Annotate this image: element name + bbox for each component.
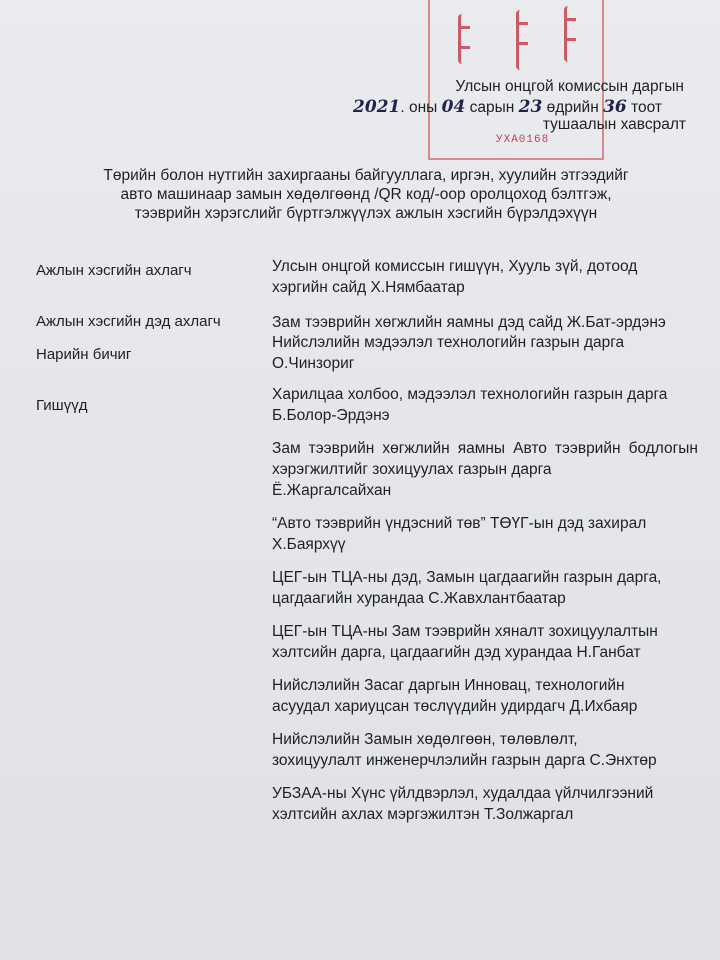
header-text: сарын (469, 99, 515, 116)
member-name: хэлтсийн ахлах мэргэжилтэн Т.Золжаргал (272, 806, 574, 823)
role-label: Ажлын хэсгийн дэд ахлагч (36, 313, 221, 330)
member-text: УБЗАА-ны Хүнс үйлдвэрлэл, худалдаа үйлчилгээний (272, 785, 654, 802)
stamp-code: УХА0168 (496, 134, 550, 146)
member-text: Зам тээврийн хөгжлийн яамны Авто тээврийн бодлогын хэрэгжилтийг зохицуулах газрын дарга (272, 440, 698, 478)
member-name: хэлтсийн дарга, цагдаагийн дэд хурандаа Н.Ганбат (272, 644, 641, 661)
title-line-3: тээврийн хэрэгслийг бүртгэлжүүлэх ажлын хэсгийн бүрэлдэхүүн (134, 205, 598, 222)
document-title (66, 166, 666, 223)
member-text: ЦЕГ-ын ТЦА-ны Зам тээврийн хяналт зохицуулалтын (272, 623, 658, 640)
handwritten-year: 2021 (353, 97, 401, 117)
handwritten-day: 23 (518, 97, 543, 117)
member-entry (272, 332, 698, 374)
member-entry (272, 729, 698, 771)
member-names (272, 312, 698, 333)
member-name: Ё.Жаргалсайхан (272, 482, 392, 499)
mongolian-script-mark (564, 6, 589, 62)
member-entry (272, 567, 698, 609)
member-names (272, 256, 698, 298)
member-name: Зам тээврийн хөгжлийн яамны дэд сайд Ж.Бат-эрдэнэ (272, 314, 666, 331)
member-entry (272, 438, 698, 501)
header-text: тоот (631, 99, 662, 116)
mongolian-script-mark (458, 14, 483, 64)
title-line-1: Төрийн болон нутгийн захиргааны байгууллага, иргэн, хуулийн этгээдийг (103, 167, 629, 184)
member-entry (272, 513, 698, 555)
member-text: Нийслэлийн Замын хөдөлгөөн, төлөвлөлт, (272, 731, 578, 748)
member-name: Харилцаа холбоо, мэдээлэл технологийн газрын дарга (272, 386, 668, 403)
handwritten-number: 36 (603, 97, 627, 117)
member-text: “Авто тээврийн үндэсний төв” ТӨҮГ-ын дэд захирал (272, 515, 647, 532)
role-label: Ажлын хэсгийн ахлагч (36, 262, 192, 279)
member-name: асуудал хариуцсан төслүүдийн удирдагч Д.Ихбаяр (272, 698, 638, 715)
member-text: Нийслэлийн мэдээлэл технологийн газрын дарга (272, 334, 625, 351)
role-label: Нарийн бичиг (36, 346, 132, 363)
title-line-2: авто машинаар замын хөдөлгөөнд /QR код/-оор оролцоход бэлтгэж, (120, 186, 612, 203)
handwritten-month: 04 (441, 97, 466, 117)
header-text: өдрийн (546, 99, 599, 116)
member-entry (272, 783, 698, 825)
member-names (272, 384, 698, 825)
member-text: Улсын онцгой комиссын гишүүн, Хууль зүй, дотоод (272, 258, 638, 275)
member-entry (272, 621, 698, 663)
member-name: Б.Болор-Эрдэнэ (272, 407, 390, 424)
member-entry (272, 675, 698, 717)
member-entry (272, 256, 698, 298)
member-name: цагдаагийн хурандаа С.Жавхлантбаатар (272, 590, 566, 607)
member-text: ЦЕГ-ын ТЦА-ны дэд, Замын цагдаагийн газрын дарга, (272, 569, 662, 586)
member-name: хэргийн сайд Х.Нямбаатар (272, 279, 465, 296)
header-line-3: тушаалын хавсралт (542, 116, 686, 133)
member-name: Х.Баярхүү (272, 536, 346, 553)
member-name: зохицуулалт инженерчлэлийн газрын дарга С.Энхтөр (272, 752, 657, 769)
header-text: . оны (400, 99, 438, 116)
member-text: Нийслэлийн Засаг даргын Инновац, технологийн (272, 677, 625, 694)
member-name: О.Чинзориг (272, 355, 355, 372)
role-label: Гишүүд (36, 397, 88, 414)
header-line-1: Улсын онцгой комиссын даргын (455, 78, 684, 95)
member-entry (272, 384, 698, 426)
mongolian-script-mark (516, 10, 541, 70)
member-entry (272, 312, 698, 333)
member-names (272, 332, 698, 374)
header-line-2 (353, 97, 662, 117)
